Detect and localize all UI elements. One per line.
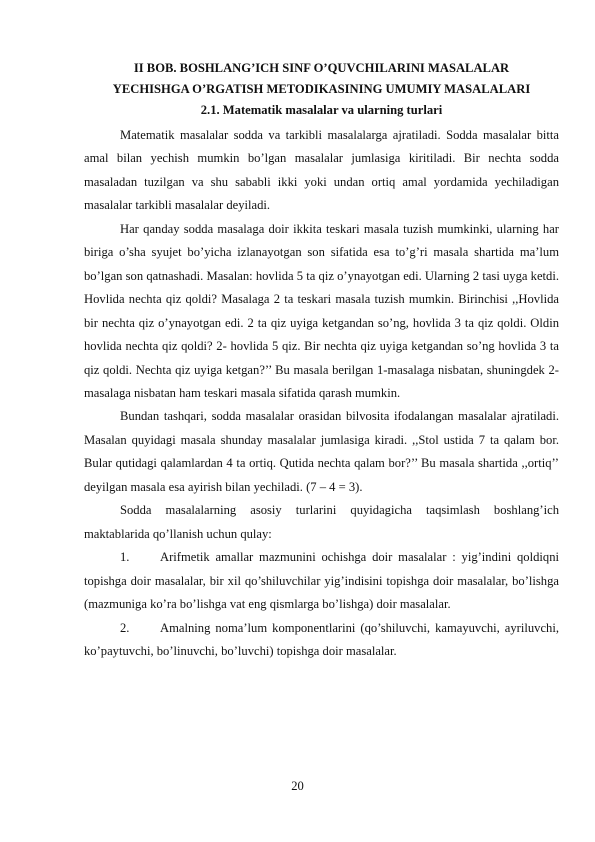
list-item-number: 2.: [120, 620, 130, 635]
paragraph-2: Har qanday sodda masalaga doir ikkita teskari masala tuzish mumkinki, ularning har biriga o’sha syujet bo’yicha izlanayotgan son sifatida esa to’g’ri masala shartida ma’lum bo’lgan son qatnashadi. Masalan: hovlida 5 ta qiz o’ynayotgan edi. Ularning 2 tasi uyga ketdi. Hovlida nechta qiz qoldi? Masalaga 2 ta teskari masala tuzish mumkin. Birinchisi ,,Hovlida bir nechta qiz o’ynayotgan edi. 2 ta qiz uyiga ketgandan so’ng, hovlida 3 ta qiz qoldi. Oldin hovlida nechta qiz qoldi? 2- hovlida 5 qiz. Bir nechta qiz uyiga ketgandan so’ng hovlida 3 ta qiz qoldi. Nechta qiz uyiga ketgan?’’ Bu masala berilgan 1-masalaga nisbatan, shuningdek 2-masalaga nisbatan ham teskari masala sifatida qarash mumkin.: [84, 221, 559, 400]
list-item-text: Amalning noma’lum komponentlarini (qo’shiluvchi, kamayuvchi, ayriluvchi, ko’paytuvchi, bo’linuvchi, bo’luvchi) topishga doir masalalar.: [84, 620, 559, 658]
chapter-title-line-2: YECHISHGA O’RGATISH METODIKASINING UMUMIY MASALALARI: [112, 82, 531, 96]
chapter-title-line-1: II BOB. BOSHLANG’ICH SINF O’QUVCHILARINI MASALALAR: [133, 61, 510, 75]
paragraph-4: Sodda masalalarning asosiy turlarini quyidagicha taqsimlash boshlang’ich maktablarida qo’llanish uchun qulay:: [84, 503, 559, 541]
list-item-text: Arifmetik amallar mazmunini ochishga doir masalalar : yig’indini qoldiqni topishga doir masalalar, bir xil qo’shiluvchilar yig’indisini topishga doir masalalar, bo’lishga (mazmuniga ko’ra bo’lishga vat eng qismlarga bo’lishga) doir masalalar.: [84, 550, 559, 612]
list-item: [84, 546, 559, 616]
body-text: [84, 124, 559, 663]
section-title: 2.1. Matematik masalalar va ularning turlari: [200, 103, 443, 117]
page-number: 20: [291, 779, 304, 793]
list-item: [84, 617, 559, 664]
list-item-number: 1.: [120, 550, 130, 565]
paragraph-1: Matematik masalalar sodda va tarkibli masalalarga ajratiladi. Sodda masalalar bitta amal bilan yechish mumkin bo’lgan masalalar jumlasiga kiritiladi. Bir nechta sodda masaladan tuzilgan va shu sababli ikki yoki undan ortiq amal yordamida yechiladigan masalalar tarkibli masalalar deyiladi.: [84, 128, 559, 213]
paragraph-3: Bundan tashqari, sodda masalalar orasidan bilvosita ifodalangan masalalar ajratiladi. Masalan quyidagi masala shunday masalalar jumlasiga kiradi. ,,Stol ustida 7 ta qalam bor. Bular qutidagi qalamlardan 4 ta ortiq. Qutida nechta qalam bor?’’ Bu masala shartida ,,ortiq’’ deyilgan masala esa ayirish bilan yechiladi. (7 – 4 = 3).: [84, 409, 559, 494]
